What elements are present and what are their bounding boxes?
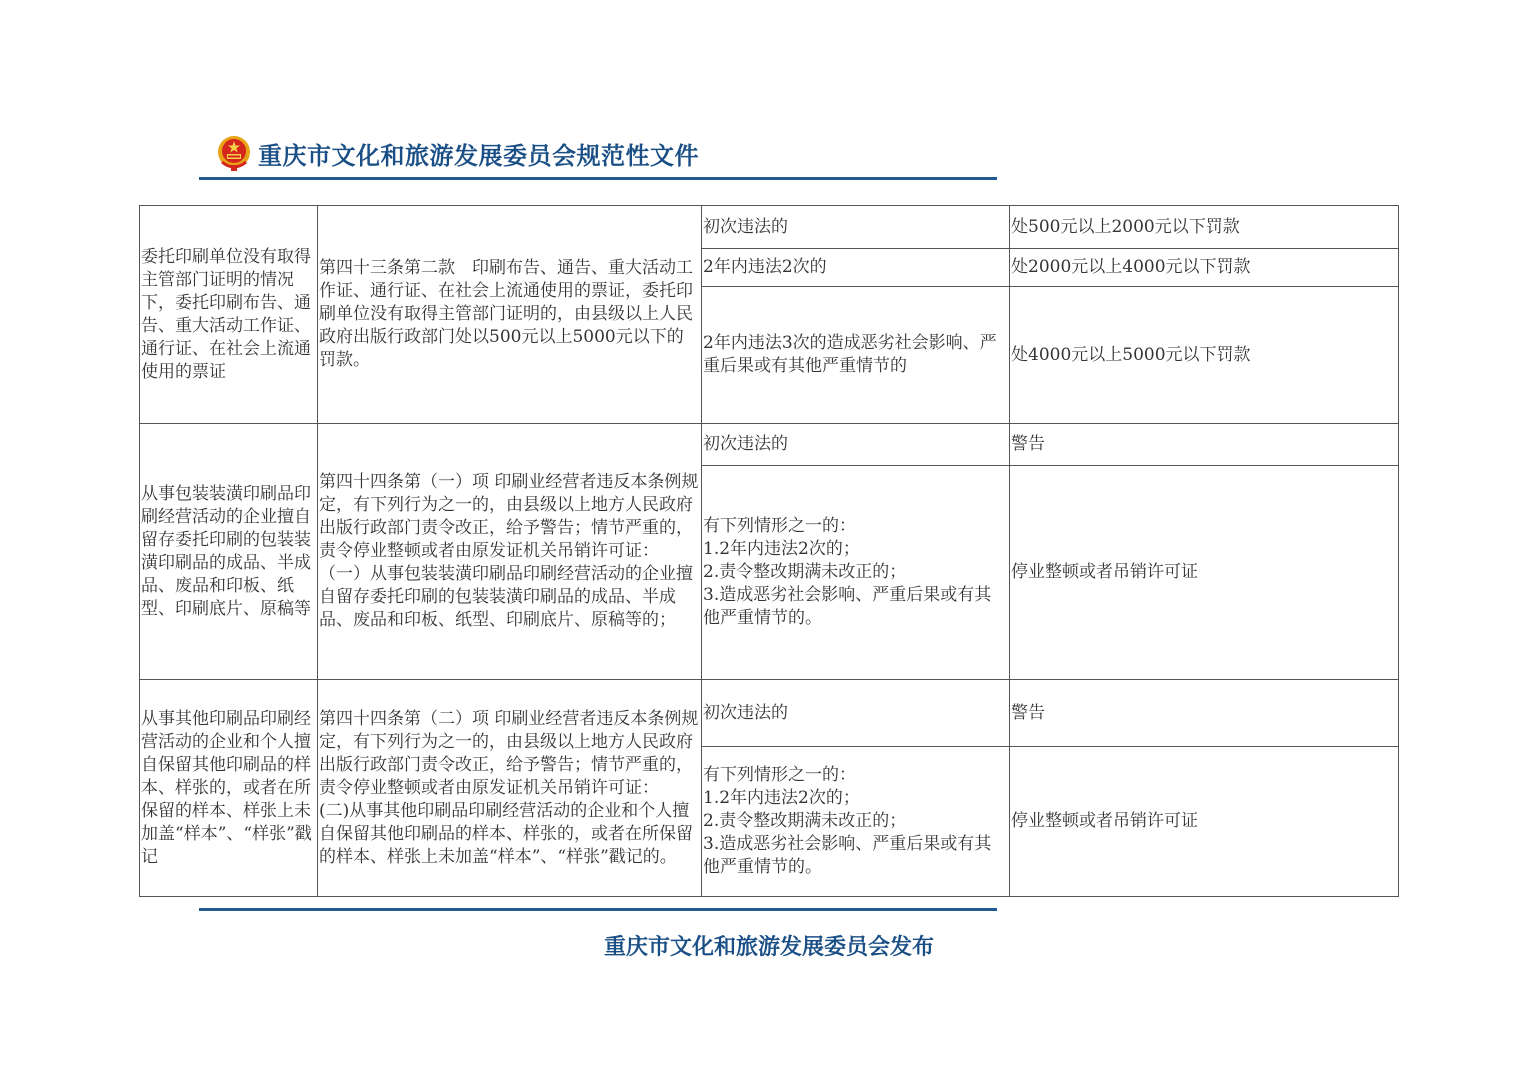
circumstance-cell: 初次违法的 — [702, 206, 1010, 249]
footer-rule — [199, 908, 997, 911]
table-row — [140, 680, 1399, 747]
legal-basis-cell: 第四十三条第二款 印刷布告、通告、重大活动工作证、通行证、在社会上流通使用的票证，委托印刷单位没有取得主管部门证明的，由县级以上人民政府出版行政部门处以500元以上5000元以下的罚款。 — [318, 206, 702, 424]
table-row — [140, 424, 1399, 466]
document-header — [216, 132, 699, 174]
circumstance-cell: 有下列情形之一的： 1.2年内违法2次的； 2.责令整改期满未改正的； 3.造成恶劣社会影响、严重后果或有其他严重情节的。 — [702, 466, 1010, 680]
legal-basis-cell: 第四十四条第（一）项 印刷业经营者违反本条例规定，有下列行为之一的，由县级以上地方人民政府出版行政部门责令改正，给予警告；情节严重的，责令停业整顿或者由原发证机关吊销许可证： （一）从事包装装潢印刷品印刷经营活动的企业擅自留存委托印刷的包装装潢印刷品的成品、半成品、废品和印板、纸型、印刷底片、原稿等的； — [318, 424, 702, 680]
circumstance-cell: 初次违法的 — [702, 424, 1010, 466]
circumstance-cell: 2年内违法3次的造成恶劣社会影响、严重后果或有其他严重情节的 — [702, 287, 1010, 424]
circumstance-cell: 2年内违法2次的 — [702, 249, 1010, 287]
conduct-cell: 从事其他印刷品印刷经营活动的企业和个人擅自保留其他印刷品的样本、样张的，或者在所保留的样本、样张上未加盖“样本”、“样张”戳记 — [140, 680, 318, 897]
penalty-cell: 处4000元以上5000元以下罚款 — [1010, 287, 1399, 424]
penalty-cell: 处500元以上2000元以下罚款 — [1010, 206, 1399, 249]
circumstance-cell: 初次违法的 — [702, 680, 1010, 747]
penalty-cell: 停业整顿或者吊销许可证 — [1010, 747, 1399, 897]
publisher-line: 重庆市文化和旅游发展委员会发布 — [604, 934, 935, 960]
penalty-cell: 警告 — [1010, 424, 1399, 466]
conduct-cell: 从事包装装潢印刷品印刷经营活动的企业擅自留存委托印刷的包装装潢印刷品的成品、半成品、废品和印板、纸型、印刷底片、原稿等 — [140, 424, 318, 680]
document-title: 重庆市文化和旅游发展委员会规范性文件 — [258, 140, 699, 170]
penalty-cell: 停业整顿或者吊销许可证 — [1010, 466, 1399, 680]
header-rule — [199, 177, 997, 180]
legal-basis-cell: 第四十四条第（二）项 印刷业经营者违反本条例规定，有下列行为之一的，由县级以上地方人民政府出版行政部门责令改正，给予警告；情节严重的，责令停业整顿或者由原发证机关吊销许可证： (二)从事其他印刷品印刷经营活动的企业和个人擅自保留其他印刷品的样本、样张的，或者在所保留的样本、样张上未加盖“样本”、“样张”戳记的。 — [318, 680, 702, 897]
conduct-cell: 委托印刷单位没有取得主管部门证明的情况下，委托印刷布告、通告、重大活动工作证、通行证、在社会上流通使用的票证 — [140, 206, 318, 424]
penalty-table — [139, 205, 1399, 897]
table-row — [140, 206, 1399, 249]
penalty-cell: 处2000元以上4000元以下罚款 — [1010, 249, 1399, 287]
penalty-cell: 警告 — [1010, 680, 1399, 747]
circumstance-cell: 有下列情形之一的： 1.2年内违法2次的； 2.责令整改期满未改正的； 3.造成恶劣社会影响、严重后果或有其他严重情节的。 — [702, 747, 1010, 897]
national-emblem-icon — [216, 134, 252, 172]
